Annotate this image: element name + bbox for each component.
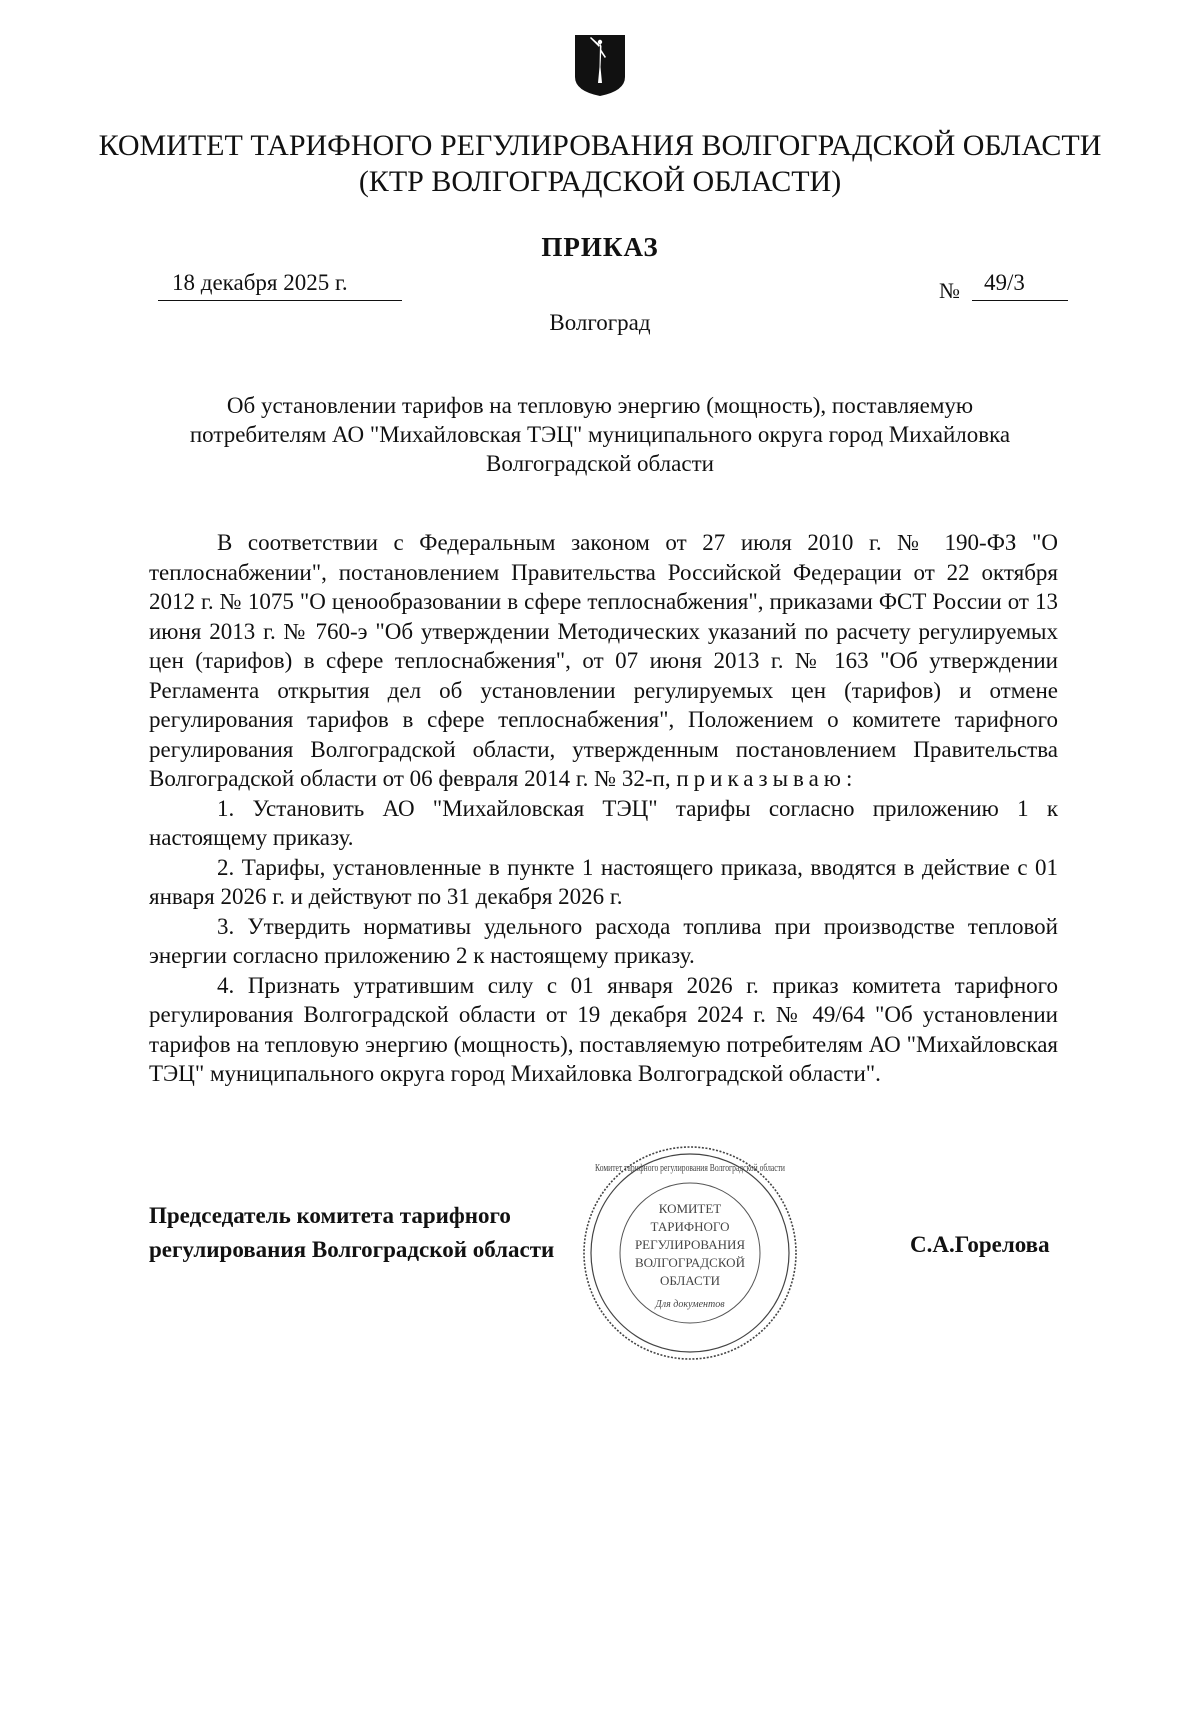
signatory-name: С.А.Горелова bbox=[910, 1232, 1050, 1257]
stamp-line2: ТАРИФНОГО bbox=[650, 1219, 730, 1234]
stamp-outer-text: Комитет тарифного регулирования Волгоградской области bbox=[595, 1162, 786, 1174]
signatory-role bbox=[149, 1199, 554, 1267]
organization-name-line2: (КТР ВОЛГОГРАДСКОЙ ОБЛАСТИ) bbox=[358, 165, 842, 198]
document-number: 49/3 bbox=[972, 270, 1068, 301]
signatory-role-line1: Председатель комитета тарифного bbox=[149, 1203, 511, 1228]
order-item-4: 4. Признать утратившим силу с 01 января 2026 г. приказ комитета тарифного регулирования Волгоградской области от 19 декабря 2024 г. № 49/64 "Об установлении тарифов на тепловую энергию (мощность), поставляемую потребителям АО "Михайловская ТЭЦ" муниципального округа город Михайловка Волгоградской области". bbox=[149, 972, 1058, 1086]
order-item-3: 3. Утвердить нормативы удельного расхода топлива при производстве тепловой энергии согласно приложению 2 к настоящему приказу. bbox=[149, 913, 1058, 968]
official-stamp bbox=[580, 1143, 800, 1363]
document-subject bbox=[160, 391, 1040, 478]
document-city: Волгоград bbox=[549, 310, 651, 335]
stamp-line5: ОБЛАСТИ bbox=[659, 1273, 721, 1288]
preamble-paragraph bbox=[149, 528, 1058, 794]
document-body bbox=[149, 528, 1058, 1089]
organization-name-line1: КОМИТЕТ ТАРИФНОГО РЕГУЛИРОВАНИЯ ВОЛГОГРАДСКОЙ ОБЛАСТИ bbox=[98, 129, 1102, 162]
number-label: № bbox=[939, 278, 960, 303]
coat-of-arms-emblem bbox=[573, 33, 627, 97]
stamp-line1: КОМИТЕТ bbox=[658, 1201, 722, 1216]
document-type: ПРИКАЗ bbox=[541, 232, 659, 262]
document-date: 18 декабря 2025 г. bbox=[158, 270, 402, 301]
subject-line2: потребителям АО "Михайловская ТЭЦ" муниципального округа город Михайловка bbox=[189, 422, 1011, 447]
subject-line1: Об установлении тарифов на тепловую энергию (мощность), поставляемую bbox=[226, 393, 974, 418]
order-item-1: 1. Установить АО "Михайловская ТЭЦ" тарифы согласно приложению 1 к настоящему приказу. bbox=[149, 795, 1058, 850]
stamp-line3: РЕГУЛИРОВАНИЯ bbox=[634, 1237, 746, 1252]
preamble-text: В соответствии с Федеральным законом от 27 июля 2010 г. № 190-ФЗ "О теплоснабжении", постановлением Правительства Российской Федерации от 22 октября 2012 г. № 1075 "О ценообразовании в сфере теплоснабжения", приказами ФСТ России от 13 июня 2013 г. № 760-э "Об утверждении Методических указаний по расчету регулируемых цен (тарифов) в сфере теплоснабжения", от 07 июня 2013 г. № 163 "Об утверждении Регламента открытия дел об установлении регулируемых цен (тарифов) и отмене регулирования тарифов в сфере теплоснабжения", Положением о комитете тарифного регулирования Волгоградской области, утвержденным постановлением Правительства Волгоградской области от 06 февраля 2014 г. № 32-п, bbox=[149, 530, 1058, 791]
subject-line3: Волгоградской области bbox=[486, 451, 714, 476]
organization-name bbox=[0, 128, 1200, 200]
stamp-bottom-text: Для документов bbox=[655, 1299, 725, 1310]
signatory-role-line2: регулирования Волгоградской области bbox=[149, 1237, 555, 1262]
stamp-line4: ВОЛГОГРАДСКОЙ bbox=[635, 1255, 745, 1270]
order-word: приказываю: bbox=[676, 766, 858, 791]
order-item-2: 2. Тарифы, установленные в пункте 1 настоящего приказа, вводятся в действие с 01 января 2026 г. и действуют по 31 декабря 2026 г. bbox=[149, 854, 1058, 909]
